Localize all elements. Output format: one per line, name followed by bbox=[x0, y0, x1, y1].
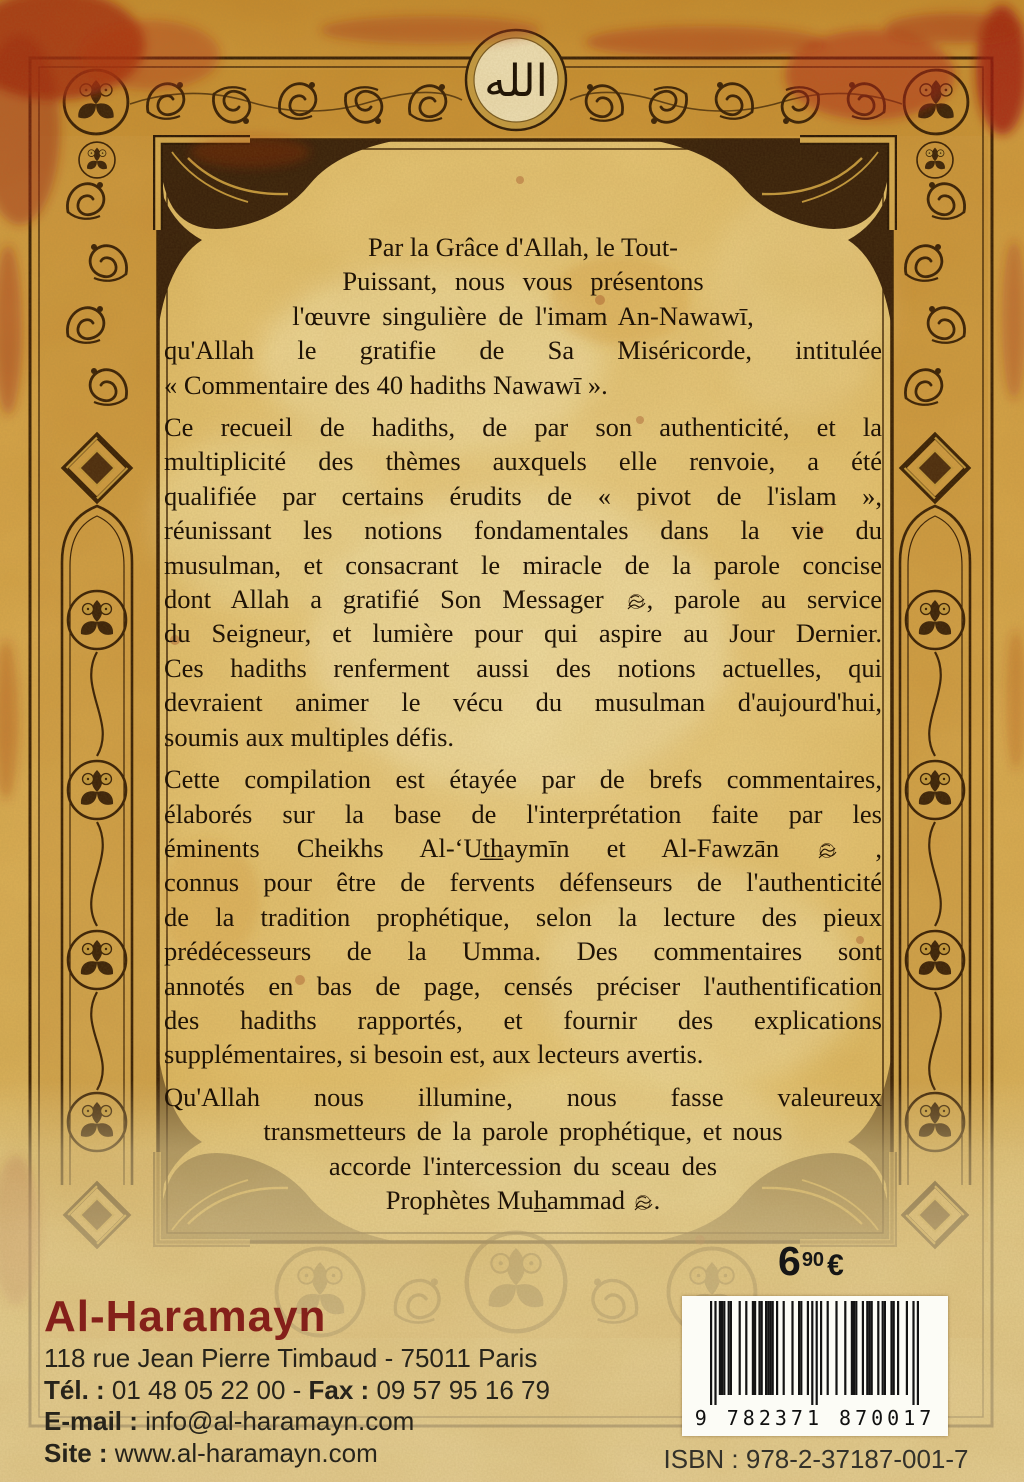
price bbox=[778, 1238, 844, 1285]
price-cents: 90 bbox=[801, 1248, 825, 1271]
text-line: devraient animer le vécu du musulman d'aujourd'hui, bbox=[164, 687, 882, 718]
text-line: éminents Cheikhs Al-‘Ut̲h̲aymīn et Al-Fawzān , bbox=[164, 832, 882, 863]
fax-number: 09 57 95 16 79 bbox=[376, 1374, 550, 1405]
text-line: réunissant les notions fondamentales dans la vie du bbox=[164, 515, 882, 546]
publisher-address: 118 rue Jean Pierre Timbaud - 75011 Paris bbox=[44, 1343, 538, 1373]
text-line: du Seigneur, et lumière pour qui aspire au Jour Dernier. bbox=[164, 618, 882, 649]
text-line: Par la Grâce d'Allah, le Tout- bbox=[367, 232, 679, 262]
email-address: info@al-haramayn.com bbox=[145, 1406, 415, 1436]
publisher-phone-line bbox=[44, 1375, 550, 1406]
publisher-site-line bbox=[44, 1438, 550, 1469]
back-cover-text bbox=[164, 230, 882, 1225]
text-line: dont Allah a gratifié Son Messager , parole au service bbox=[164, 584, 882, 615]
publisher-name: Al-Haramayn bbox=[44, 1292, 327, 1341]
paragraph bbox=[164, 410, 882, 754]
allah-calligraphy: الله bbox=[484, 56, 548, 107]
text-line: multiplicité des thèmes auxquels elle renvoie, a été bbox=[164, 446, 882, 477]
text-line: Cette compilation est étayée par de brefs commentaires, bbox=[164, 764, 882, 795]
text-line: des hadiths rapportés, et fournir des explications bbox=[164, 1004, 882, 1035]
text-line: transmetteurs de la parole prophétique, et nous bbox=[263, 1116, 783, 1147]
tel-label: Tél. : bbox=[44, 1374, 112, 1405]
text-line: « Commentaire des 40 hadiths Nawawī ». bbox=[164, 369, 608, 400]
publisher-block bbox=[44, 1292, 550, 1468]
text-line: prédécesseurs de la Umma. Des commentaires sont bbox=[164, 936, 882, 967]
text-line: Prophètes Muh̲ammad . bbox=[385, 1184, 661, 1215]
publisher-email-line bbox=[44, 1406, 550, 1437]
fax-label: Fax : bbox=[308, 1374, 377, 1405]
prophetic-seal-icon bbox=[633, 1194, 653, 1212]
paragraph bbox=[164, 762, 882, 1072]
paragraph bbox=[164, 1080, 882, 1218]
text-line: soumis aux multiples défis. bbox=[164, 721, 455, 752]
text-line: Qu'Allah nous illumine, nous fasse valeureux bbox=[164, 1081, 882, 1112]
site-label: Site : bbox=[44, 1437, 115, 1468]
text-line: musulman, et consacrant le miracle de la parole concise bbox=[164, 549, 882, 580]
isbn-label: ISBN : 978-2-37187-001-7 bbox=[663, 1444, 969, 1474]
barcode-number: 9 782371 870017 bbox=[694, 1406, 936, 1430]
text-line: élaborés sur la base de l'interprétation faite par les bbox=[164, 798, 882, 829]
text-line: supplémentaires, si besoin est, aux lecteurs avertis. bbox=[164, 1039, 704, 1070]
paragraph bbox=[164, 230, 882, 402]
email-label: E-mail : bbox=[44, 1406, 146, 1436]
barcode bbox=[682, 1296, 948, 1436]
site-url: www.al-haramayn.com bbox=[114, 1437, 378, 1468]
text-line: l'œuvre singulière de l'imam An-Nawawī, bbox=[292, 300, 754, 331]
prophetic-seal-icon bbox=[817, 842, 837, 860]
text-line: Ce recueil de hadiths, de par son authenticité, et la bbox=[164, 412, 882, 443]
text-line: Puissant, nous vous présentons bbox=[342, 266, 704, 297]
price-euros: 6 bbox=[778, 1238, 801, 1284]
text-line: Ces hadiths renferment aussi des notions actuelles, qui bbox=[164, 652, 882, 683]
text-line: qualifiée par certains érudits de « pivot de l'islam », bbox=[164, 480, 882, 511]
text-line: de la tradition prophétique, selon la lecture des pieux bbox=[164, 901, 882, 932]
barcode-bars-graphic bbox=[700, 1301, 930, 1409]
tel-number: 01 48 05 22 00 - bbox=[111, 1374, 309, 1405]
text-line: connus pour être de fervents défenseurs de l'authenticité bbox=[164, 867, 882, 898]
euro-sign: € bbox=[827, 1249, 844, 1282]
text-line: annotés en bas de page, censés préciser l'authentification bbox=[164, 970, 882, 1001]
text-line: qu'Allah le gratifie de Sa Miséricorde, intitulée bbox=[164, 335, 882, 366]
prophetic-seal-icon bbox=[626, 593, 646, 611]
text-line: accorde l'intercession du sceau des bbox=[328, 1150, 718, 1181]
